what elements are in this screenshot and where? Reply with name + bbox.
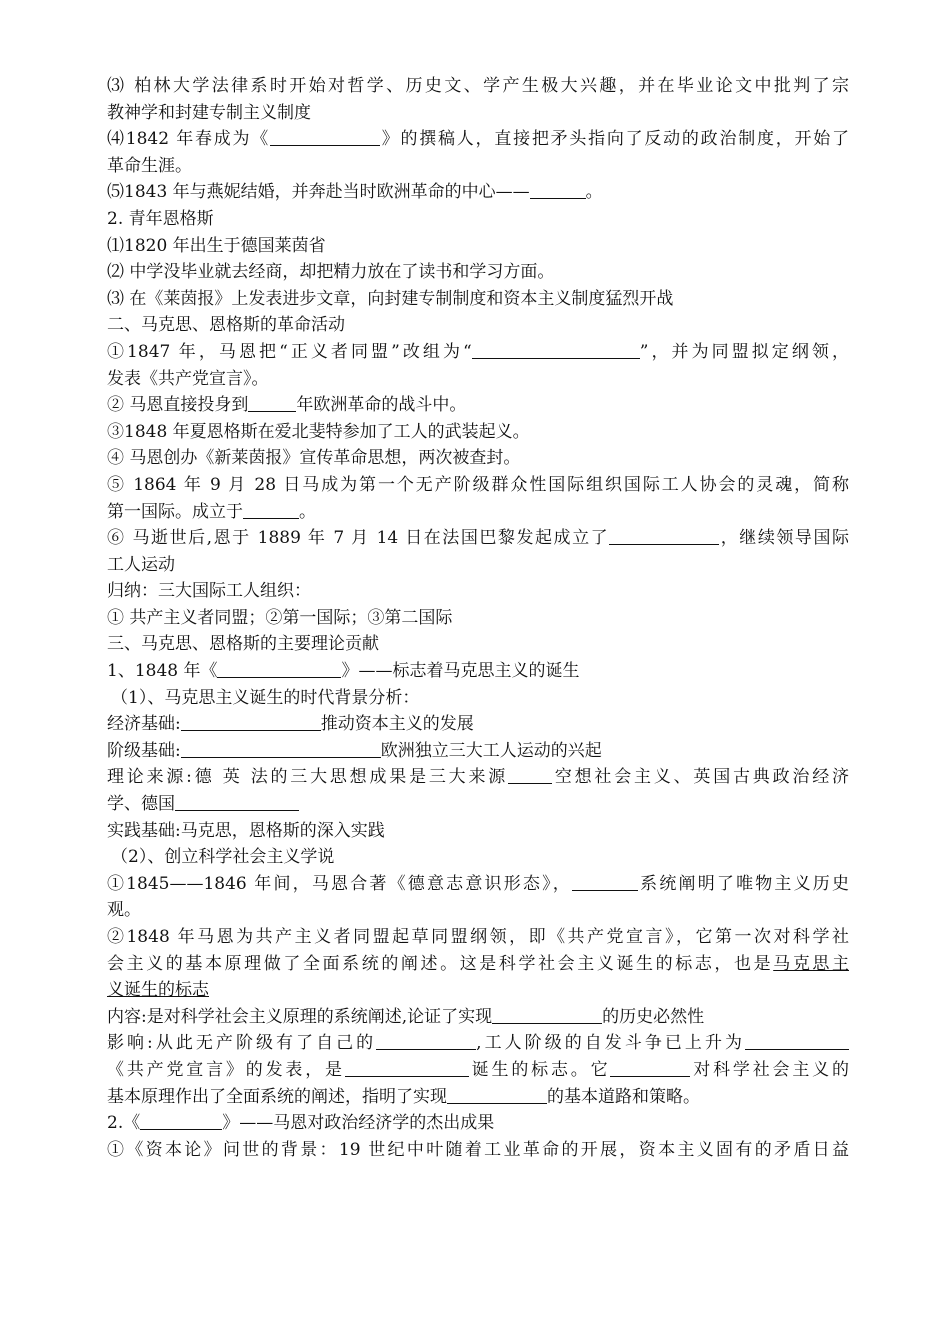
- text-line: [107, 153, 849, 180]
- text-line: [107, 472, 849, 499]
- underlined-text: 马克思主: [773, 953, 849, 974]
- line-text: ③1848 年夏恩格斯在爱北斐特参加了工人的武装起义。: [107, 421, 530, 442]
- line-text: 《共产党宣言》的发表，是: [107, 1059, 345, 1080]
- text-line: [107, 1030, 849, 1057]
- line-text: ⑵ 中学没毕业就去经商，却把精力放在了读书和学习方面。: [107, 262, 555, 283]
- text-line: [107, 631, 849, 658]
- text-line: [107, 499, 849, 526]
- line-text: ⑥ 马逝世后,恩于 1889 年 7 月 14 日在法国巴黎发起成立了: [107, 528, 610, 549]
- line-text: 1、1848 年《: [107, 661, 218, 682]
- line-text: ⑸1843 年与燕妮结婚，并奔赴当时欧洲革命的中心——: [107, 182, 530, 203]
- line-text: ”，并为同盟拟定纲领，: [639, 341, 849, 362]
- text-line: [107, 605, 849, 632]
- line-text: ⑤ 1864 年 9 月 28 日马成为第一个无产阶级群众性国际组织国际工人协会的灵魂，简称: [107, 474, 849, 495]
- line-text: ,工人阶级的自发斗争已上升为: [476, 1033, 746, 1054]
- line-text: ⑶ 柏林大学法律系时开始对哲学、历史文、学产生极大兴趣，并在毕业论文中批判了宗: [107, 76, 849, 96]
- line-text: ①1847 年，马恩把“正义者同盟”改组为“: [107, 341, 472, 362]
- fill-in-blank[interactable]: [181, 739, 381, 758]
- fill-in-blank[interactable]: [508, 765, 552, 784]
- line-text: 系统阐明了唯物主义历史: [637, 873, 849, 894]
- text-line: [107, 339, 849, 366]
- text-line: [107, 1137, 849, 1164]
- text-line: [107, 525, 849, 552]
- text-line: [107, 764, 849, 791]
- fill-in-blank[interactable]: [175, 792, 299, 811]
- text-line: [107, 977, 849, 1004]
- text-line: [107, 312, 849, 339]
- line-text: 》的撰稿人，直接把矛头指向了反动的政治制度，开始了: [380, 129, 849, 150]
- text-line: [107, 259, 849, 286]
- text-line: [107, 100, 849, 127]
- fill-in-blank[interactable]: [745, 1031, 849, 1050]
- line-text: ② 马恩直接投身到: [107, 395, 249, 416]
- text-line: [107, 286, 849, 313]
- line-text: ，继续领导国际: [719, 528, 849, 549]
- text-line: [107, 366, 849, 393]
- line-text: 三、马克思、恩格斯的主要理论贡献: [107, 634, 379, 655]
- text-line: [107, 844, 849, 871]
- line-text: 二、马克思、恩格斯的革命活动: [107, 315, 345, 336]
- text-line: [107, 871, 849, 898]
- text-line: [107, 445, 849, 472]
- line-text: 的基本道路和策略。: [547, 1086, 700, 1107]
- fill-in-blank[interactable]: [530, 180, 586, 199]
- text-line: [107, 897, 849, 924]
- line-text: 理论来源:德 英 法的三大思想成果是三大来源: [107, 767, 509, 788]
- text-line: [107, 419, 849, 446]
- line-text: ④ 马恩创办《新莱茵报》宣传革命思想，两次被查封。: [107, 448, 521, 469]
- line-text: 》——标志着马克思主义的诞生: [341, 661, 580, 682]
- line-text: 阶级基础:: [107, 740, 181, 761]
- fill-in-blank[interactable]: [447, 1085, 547, 1104]
- line-text: 革命生涯。: [107, 155, 192, 176]
- text-line: [107, 685, 849, 712]
- line-text: 》——马恩对政治经济学的杰出成果: [222, 1113, 495, 1134]
- text-line: [107, 791, 849, 818]
- line-text: 年欧洲革命的战斗中。: [296, 395, 467, 416]
- text-line: [107, 658, 849, 685]
- line-text: 实践基础:马克思，恩格斯的深入实践: [107, 820, 385, 841]
- text-line: [107, 233, 849, 260]
- text-line: [107, 552, 849, 579]
- fill-in-blank[interactable]: [217, 659, 341, 678]
- fill-in-blank[interactable]: [376, 1031, 476, 1050]
- line-text: 教神学和封建专制主义制度: [107, 102, 311, 123]
- text-line: [107, 206, 849, 233]
- fill-in-blank[interactable]: [270, 127, 380, 146]
- text-line: [107, 1084, 849, 1111]
- line-text: 空想社会主义、英国古典政治经济: [552, 767, 849, 788]
- fill-in-blank[interactable]: [248, 393, 296, 412]
- line-text: 基本原理作出了全面系统的阐述，指明了实现: [107, 1086, 447, 1107]
- fill-in-blank[interactable]: [609, 526, 719, 545]
- line-text: 内容:是对科学社会主义原理的系统阐述,论证了实现: [107, 1006, 493, 1027]
- text-line: [107, 711, 849, 738]
- line-text: 影响:从此无产阶级有了自己的: [107, 1033, 377, 1054]
- line-text: ①1845——1846 年间，马恩合著《德意志意识形态》，: [107, 873, 572, 894]
- text-line: [107, 1057, 849, 1084]
- fill-in-blank[interactable]: [472, 340, 640, 359]
- line-text: 欧洲独立三大工人运动的兴起: [380, 740, 602, 761]
- fill-in-blank[interactable]: [610, 1058, 690, 1077]
- text-line: [107, 924, 849, 951]
- line-text: 的历史必然性: [602, 1006, 705, 1027]
- fill-in-blank[interactable]: [345, 1058, 469, 1077]
- line-text: 第一国际。成立于: [107, 501, 243, 522]
- line-text: 发表《共产党宣言》。: [107, 368, 269, 389]
- line-text: ②1848 年马恩为共产主义者同盟起草同盟纲领，即《共产党宣言》，它第一次对科学社: [107, 927, 849, 947]
- document-body: [107, 73, 849, 1163]
- line-text: ⑷1842 年春成为《: [107, 129, 270, 150]
- line-text: 学、德国: [107, 794, 175, 815]
- line-text: 推动资本主义的发展: [320, 714, 474, 735]
- line-text: 归纳：三大国际工人组织：: [107, 581, 311, 602]
- line-text: 2.《: [107, 1113, 141, 1134]
- fill-in-blank[interactable]: [572, 872, 638, 891]
- line-text: 2. 青年恩格斯: [107, 208, 214, 229]
- text-line: [107, 126, 849, 153]
- text-line: [107, 1004, 849, 1031]
- text-line: [107, 818, 849, 845]
- line-text: （2）、创立科学社会主义学说: [111, 847, 335, 868]
- line-text: 对科学社会主义的: [690, 1059, 849, 1080]
- text-line: [107, 578, 849, 605]
- fill-in-blank[interactable]: [181, 712, 321, 731]
- line-text: 。: [585, 182, 603, 203]
- text-line: [107, 179, 849, 206]
- text-line: [107, 738, 849, 765]
- text-line: [107, 392, 849, 419]
- text-line: [107, 951, 849, 978]
- line-text: 工人运动: [107, 554, 175, 575]
- underlined-text: 义诞生的标志: [107, 980, 209, 1001]
- line-text: ① 共产主义者同盟；②第一国际；③第二国际: [107, 607, 453, 628]
- line-text: ⑴1820 年出生于德国莱茵省: [107, 235, 326, 256]
- line-text: 诞生的标志。它: [468, 1059, 611, 1080]
- fill-in-blank[interactable]: [243, 500, 299, 519]
- line-text: ⑶ 在《莱茵报》上发表进步文章，向封建专制制度和资本主义制度猛烈开战: [107, 288, 674, 309]
- line-text: 。: [299, 501, 316, 522]
- line-text: 经济基础:: [107, 714, 181, 735]
- line-text: ①《资本论》问世的背景：19 世纪中叶随着工业革命的开展，资本主义固有的矛盾日益: [107, 1139, 849, 1160]
- line-text: 会主义的基本原理做了全面系统的阐述。这是科学社会主义诞生的标志，也是: [107, 953, 774, 974]
- fill-in-blank[interactable]: [492, 1005, 602, 1024]
- line-text: （1）、马克思主义诞生的时代背景分析：: [111, 687, 420, 708]
- line-text: 观。: [107, 900, 141, 921]
- fill-in-blank[interactable]: [140, 1111, 222, 1130]
- text-line: [107, 73, 849, 100]
- text-line: [107, 1110, 849, 1137]
